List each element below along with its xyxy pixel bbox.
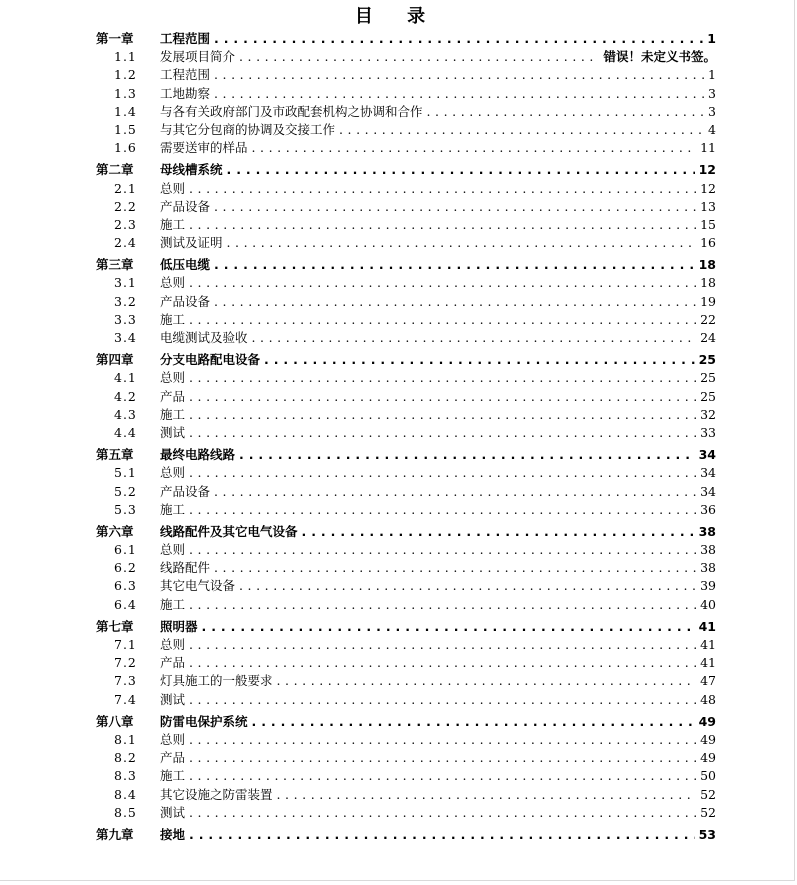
section-title: 测试	[160, 691, 186, 707]
toc-section-entry[interactable]	[0, 139, 794, 157]
section-number: 6.1	[114, 542, 137, 558]
dot-leader	[189, 826, 695, 844]
section-page-number: 3	[708, 85, 716, 101]
section-page-number: 16	[700, 235, 716, 251]
section-page-number: 38	[700, 560, 716, 576]
section-title: 发展项目简介	[160, 49, 236, 65]
section-number: 8.2	[114, 750, 137, 766]
toc-chapter	[0, 713, 794, 822]
section-page-number: 52	[700, 786, 716, 802]
section-title: 总则	[160, 465, 186, 481]
section-page-number: 18	[700, 275, 716, 291]
dot-leader	[239, 577, 696, 595]
chapter-title: 最终电路线路	[160, 447, 236, 463]
toc-section-entry[interactable]	[0, 48, 794, 66]
chapter-title: 防雷电保护系统	[160, 713, 248, 729]
section-page-number: 50	[700, 768, 716, 784]
section-page-number: 3	[708, 103, 716, 119]
toc-section-entry[interactable]	[0, 388, 794, 406]
section-title: 施工	[160, 406, 186, 422]
toc-section-entry[interactable]	[0, 654, 794, 672]
section-page-number: 38	[700, 542, 716, 558]
section-title: 施工	[160, 216, 186, 232]
dot-leader	[189, 274, 696, 292]
dot-leader	[214, 483, 696, 501]
dot-leader	[214, 198, 696, 216]
toc-section-entry[interactable]	[0, 731, 794, 749]
section-number: 7.2	[114, 655, 137, 671]
section-title: 施工	[160, 311, 186, 327]
chapter-page-number: 1	[707, 31, 716, 46]
section-page-number: 错误！未定义书签。	[603, 49, 716, 65]
dot-leader	[189, 369, 696, 387]
chapter-number: 第三章	[96, 257, 134, 273]
dot-leader	[189, 541, 696, 559]
chapter-page-number: 12	[698, 162, 716, 178]
dot-leader	[214, 66, 704, 84]
toc-chapter	[0, 618, 794, 709]
toc-chapter-entry[interactable]	[0, 30, 794, 48]
dot-leader	[202, 618, 695, 636]
section-number: 1.1	[114, 49, 137, 65]
section-title: 施工	[160, 596, 186, 612]
section-number: 1.6	[114, 140, 137, 156]
dot-leader	[189, 311, 696, 329]
toc-chapter-entry[interactable]	[0, 713, 794, 731]
chapter-number: 第九章	[96, 826, 134, 842]
toc-section-entry[interactable]	[0, 464, 794, 482]
section-number: 1.5	[114, 121, 137, 137]
section-title: 总则	[160, 637, 186, 652]
chapter-number: 第八章	[96, 713, 134, 729]
dot-leader	[189, 749, 696, 767]
toc-section-entry[interactable]	[0, 293, 794, 311]
section-number: 5.2	[114, 483, 137, 499]
toc-section-entry[interactable]	[0, 66, 794, 84]
toc-chapter	[0, 256, 794, 347]
dot-leader	[252, 139, 697, 157]
section-page-number: 39	[700, 578, 716, 594]
section-page-number: 15	[700, 216, 716, 232]
section-page-number: 12	[700, 180, 716, 196]
section-title: 测试	[160, 804, 186, 820]
chapter-title: 分支电路配电设备	[160, 352, 261, 368]
section-title: 其它设施之防雷装置	[160, 786, 273, 802]
toc-section-entry[interactable]	[0, 559, 794, 577]
dot-leader	[189, 424, 696, 442]
dot-leader	[427, 103, 705, 121]
section-number: 3.1	[114, 275, 137, 291]
toc-section-entry[interactable]	[0, 596, 794, 614]
dot-leader	[189, 767, 696, 785]
section-number: 6.3	[114, 578, 137, 594]
dot-leader	[189, 691, 696, 709]
toc-chapter	[0, 351, 794, 442]
dot-leader	[239, 446, 695, 464]
chapter-number: 第二章	[96, 162, 134, 178]
section-number: 4.3	[114, 406, 137, 422]
section-page-number: 22	[700, 311, 716, 327]
toc-chapter-entry[interactable]	[0, 161, 794, 179]
chapter-number: 第五章	[96, 447, 134, 463]
dot-leader	[189, 501, 696, 519]
toc-section-entry[interactable]	[0, 198, 794, 216]
section-number: 2.2	[114, 198, 137, 214]
section-title: 电缆测试及验收	[160, 330, 248, 345]
section-page-number: 52	[700, 804, 716, 820]
section-number: 2.3	[114, 216, 137, 232]
dot-leader	[189, 731, 696, 749]
chapter-page-number: 18	[698, 257, 716, 273]
toc-chapter	[0, 30, 794, 157]
section-number: 7.3	[114, 673, 137, 689]
chapter-number: 第四章	[96, 352, 134, 368]
dot-leader	[264, 351, 695, 369]
section-page-number: 33	[700, 424, 716, 440]
chapter-page-number: 25	[698, 352, 716, 368]
toc-section-entry[interactable]	[0, 541, 794, 559]
dot-leader	[252, 329, 697, 347]
section-page-number: 40	[700, 596, 716, 612]
chapter-title: 工程范围	[160, 31, 211, 46]
section-number: 3.4	[114, 330, 137, 345]
toc-section-entry[interactable]	[0, 311, 794, 329]
section-number: 4.4	[114, 424, 137, 440]
section-page-number: 1	[708, 67, 716, 83]
section-page-number: 49	[700, 750, 716, 766]
section-title: 其它电气设备	[160, 578, 236, 594]
toc-section-entry[interactable]	[0, 691, 794, 709]
section-title: 施工	[160, 768, 186, 784]
section-number: 3.2	[114, 293, 137, 309]
section-title: 产品	[160, 388, 186, 404]
toc-section-entry[interactable]	[0, 103, 794, 121]
section-number: 8.1	[114, 731, 137, 747]
toc-chapter	[0, 523, 794, 614]
toc-section-entry[interactable]	[0, 501, 794, 519]
toc-section-entry[interactable]	[0, 749, 794, 767]
section-page-number: 25	[700, 388, 716, 404]
dot-leader	[214, 293, 696, 311]
section-title: 产品	[160, 750, 186, 766]
toc-chapter-entry[interactable]	[0, 826, 794, 844]
toc-title: 目 录	[354, 6, 440, 27]
chapter-title: 线路配件及其它电气设备	[160, 523, 298, 539]
toc-section-entry[interactable]	[0, 329, 794, 347]
section-title: 测试	[160, 424, 186, 440]
dot-leader	[189, 464, 696, 482]
chapter-page-number: 34	[698, 447, 716, 463]
section-title: 与其它分包商的协调及交接工作	[160, 121, 336, 137]
chapter-page-number: 38	[698, 523, 716, 539]
section-page-number: 41	[700, 655, 716, 671]
chapter-title: 照明器	[160, 618, 198, 634]
section-number: 1.2	[114, 67, 137, 83]
dot-leader	[339, 121, 704, 139]
toc-chapter-entry[interactable]	[0, 618, 794, 636]
section-page-number: 19	[700, 293, 716, 309]
dot-leader	[189, 636, 696, 654]
section-page-number: 48	[700, 691, 716, 707]
section-page-number: 41	[700, 637, 716, 652]
toc-chapter	[0, 446, 794, 519]
toc-chapter-entry[interactable]	[0, 351, 794, 369]
toc-section-entry[interactable]	[0, 234, 794, 252]
section-title: 施工	[160, 501, 186, 517]
section-number: 8.4	[114, 786, 137, 802]
dot-leader	[189, 654, 696, 672]
dot-leader	[302, 523, 695, 541]
dot-leader	[189, 406, 696, 424]
section-title: 线路配件	[160, 560, 211, 576]
chapter-title: 母线槽系统	[160, 162, 223, 178]
section-title: 总则	[160, 542, 186, 558]
section-number: 6.2	[114, 560, 137, 576]
toc-section-entry[interactable]	[0, 369, 794, 387]
section-title: 总则	[160, 370, 186, 386]
toc-section-entry[interactable]	[0, 216, 794, 234]
toc-section-entry[interactable]	[0, 85, 794, 103]
section-title: 总则	[160, 275, 186, 291]
toc-section-entry[interactable]	[0, 577, 794, 595]
dot-leader	[227, 234, 697, 252]
chapter-title: 低压电缆	[160, 257, 211, 273]
dot-leader	[214, 85, 704, 103]
toc-chapter	[0, 826, 794, 844]
section-title: 总则	[160, 180, 186, 196]
section-number: 3.3	[114, 311, 137, 327]
section-page-number: 47	[700, 673, 716, 689]
dot-leader	[189, 804, 696, 822]
dot-leader	[214, 559, 696, 577]
toc-section-entry[interactable]	[0, 121, 794, 139]
section-number: 2.1	[114, 180, 137, 196]
section-number: 6.4	[114, 596, 137, 612]
dot-leader	[214, 30, 703, 48]
section-page-number: 49	[700, 731, 716, 747]
chapter-page-number: 41	[698, 618, 716, 634]
toc-section-entry[interactable]	[0, 406, 794, 424]
section-page-number: 11	[700, 140, 716, 156]
section-number: 5.3	[114, 501, 137, 517]
section-page-number: 36	[700, 501, 716, 517]
section-number: 1.3	[114, 85, 137, 101]
table-of-contents	[0, 30, 794, 848]
section-number: 8.3	[114, 768, 137, 784]
dot-leader	[252, 713, 695, 731]
toc-section-entry[interactable]	[0, 672, 794, 690]
section-number: 4.2	[114, 388, 137, 404]
dot-leader	[189, 388, 696, 406]
section-page-number: 13	[700, 198, 716, 214]
toc-chapter-entry[interactable]	[0, 523, 794, 541]
chapter-number: 第七章	[96, 618, 134, 634]
section-page-number: 4	[708, 121, 716, 137]
section-number: 8.5	[114, 804, 137, 820]
section-number: 7.1	[114, 637, 137, 652]
dot-leader	[189, 180, 696, 198]
toc-section-entry[interactable]	[0, 636, 794, 654]
section-title: 产品设备	[160, 483, 211, 499]
toc-chapter-entry[interactable]	[0, 256, 794, 274]
toc-section-entry[interactable]	[0, 483, 794, 501]
section-page-number: 34	[700, 465, 716, 481]
section-number: 7.4	[114, 691, 137, 707]
toc-section-entry[interactable]	[0, 180, 794, 198]
chapter-page-number: 49	[698, 713, 716, 729]
dot-leader	[189, 596, 696, 614]
toc-chapter-entry[interactable]	[0, 446, 794, 464]
chapter-title: 接地	[160, 826, 186, 842]
section-number: 2.4	[114, 235, 137, 251]
section-number: 5.1	[114, 465, 137, 481]
section-title: 工程范围	[160, 67, 211, 83]
dot-leader	[214, 256, 695, 274]
toc-section-entry[interactable]	[0, 786, 794, 804]
section-page-number: 25	[700, 370, 716, 386]
chapter-page-number: 53	[698, 826, 716, 842]
dot-leader	[189, 216, 696, 234]
toc-section-entry[interactable]	[0, 804, 794, 822]
section-number: 4.1	[114, 370, 137, 386]
dot-leader	[277, 786, 697, 804]
section-number: 1.4	[114, 103, 137, 119]
dot-leader	[277, 672, 697, 690]
toc-chapter	[0, 161, 794, 252]
dot-leader	[239, 48, 599, 66]
dot-leader	[227, 161, 695, 179]
section-title: 需要送审的样品	[160, 140, 248, 156]
section-title: 总则	[160, 731, 186, 747]
section-page-number: 24	[700, 330, 716, 345]
section-title: 产品	[160, 655, 186, 671]
section-page-number: 34	[700, 483, 716, 499]
section-title: 产品设备	[160, 198, 211, 214]
section-title: 灯具施工的一般要求	[160, 673, 273, 689]
section-page-number: 32	[700, 406, 716, 422]
toc-section-entry[interactable]	[0, 424, 794, 442]
section-title: 产品设备	[160, 293, 211, 309]
chapter-number: 第六章	[96, 523, 134, 539]
section-title: 工地勘察	[160, 85, 211, 101]
section-title: 与各有关政府部门及市政配套机构之协调和合作	[160, 103, 423, 119]
chapter-number: 第一章	[96, 31, 134, 46]
toc-section-entry[interactable]	[0, 767, 794, 785]
section-title: 测试及证明	[160, 235, 223, 251]
toc-section-entry[interactable]	[0, 274, 794, 292]
